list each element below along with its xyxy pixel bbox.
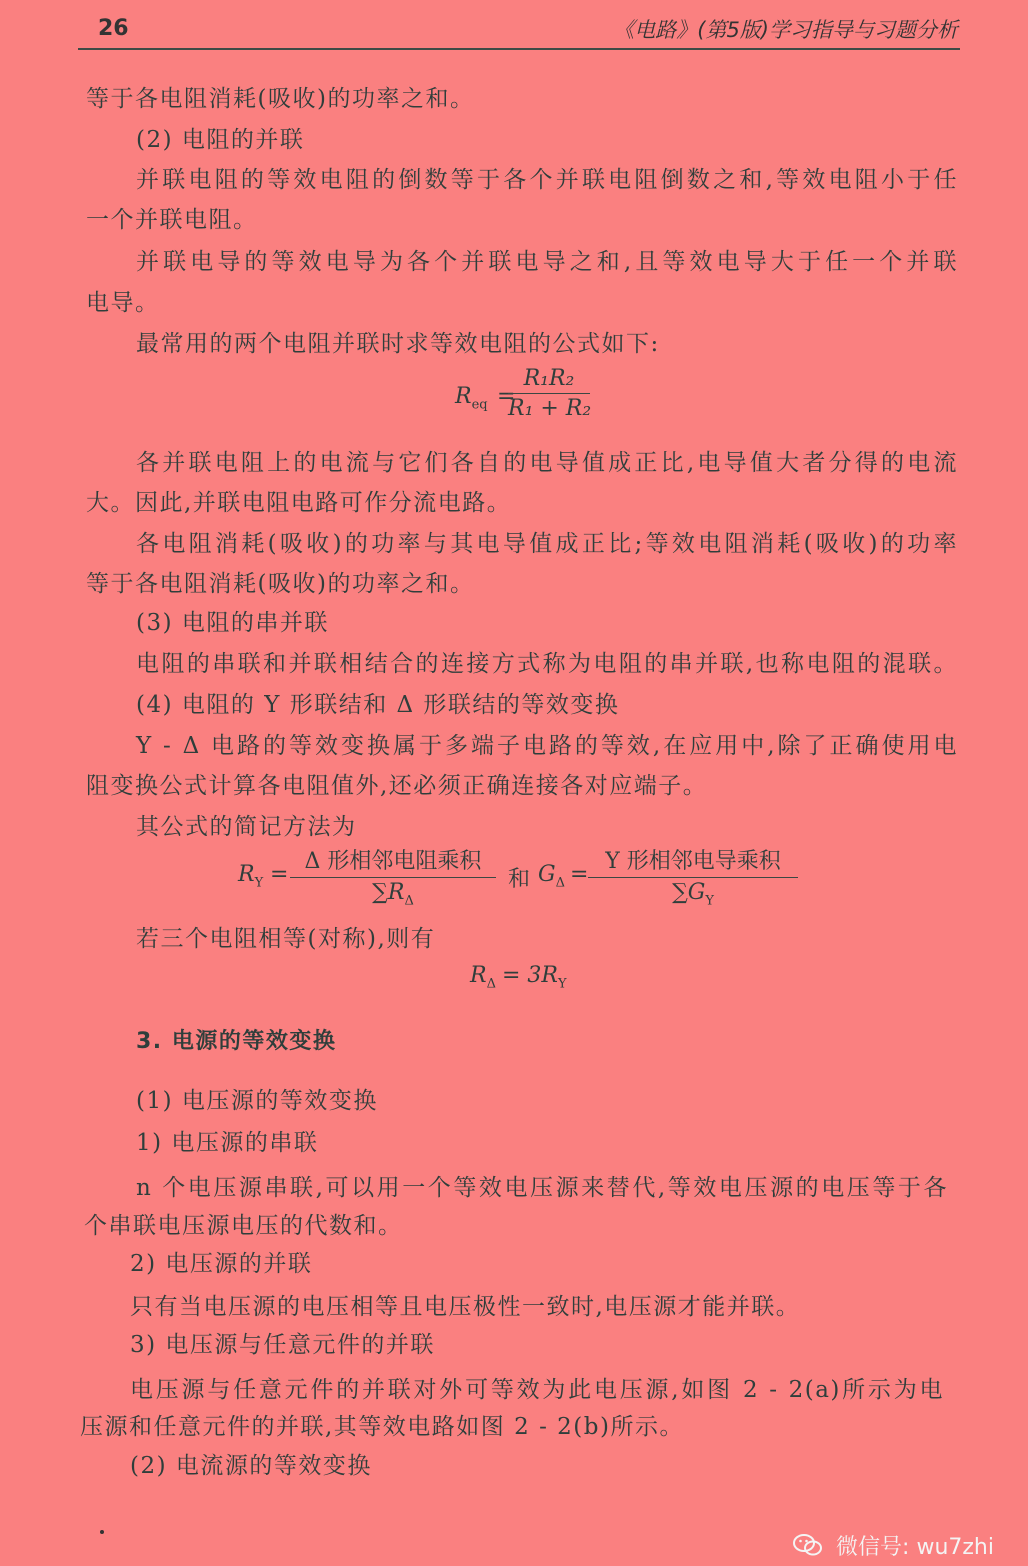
text-line: 大。因此,并联电阻电路可作分流电路。 bbox=[86, 490, 512, 516]
subsection-heading: (4) 电阻的 Y 形联结和 Δ 形联结的等效变换 bbox=[136, 692, 620, 718]
text-line: 电导。 bbox=[86, 290, 160, 316]
subsection-heading: (2) 电流源的等效变换 bbox=[130, 1453, 372, 1479]
text-line: 压源和任意元件的并联,其等效电路如图 2 - 2(b)所示。 bbox=[80, 1414, 684, 1440]
subsection-heading: (2) 电阻的并联 bbox=[136, 127, 305, 153]
formula-lhs: $R_\Delta$ bbox=[470, 963, 496, 992]
wechat-icon bbox=[793, 1533, 823, 1563]
subsection-heading: 2) 电压源的并联 bbox=[130, 1251, 313, 1277]
denominator: $\sum R_\Delta$ bbox=[372, 880, 414, 909]
text-line: 并联电导的等效电导为各个并联电导之和,且等效电导大于任一个并联 bbox=[136, 249, 958, 275]
scan-speck bbox=[100, 1530, 104, 1534]
text-line: 最常用的两个电阻并联时求等效电阻的公式如下: bbox=[136, 331, 660, 357]
equals-sign: = bbox=[497, 384, 516, 409]
subsection-heading: 1) 电压源的串联 bbox=[136, 1130, 319, 1156]
numerator: Δ 形相邻电阻乘积 bbox=[290, 844, 496, 878]
text-line: 各电阻消耗(吸收)的功率与其电导值成正比;等效电阻消耗(吸收)的功率 bbox=[136, 531, 958, 557]
subsection-heading: (1) 电压源的等效变换 bbox=[136, 1088, 378, 1114]
numerator: R₁R₂ bbox=[508, 366, 590, 394]
text-line: 阻变换公式计算各电阻值外,还必须正确连接各对应端子。 bbox=[86, 773, 708, 799]
page-number: 26 bbox=[98, 16, 129, 41]
text-line: 等于各电阻消耗(吸收)的功率之和。 bbox=[86, 86, 475, 112]
denominator: R₁ + R₂ bbox=[508, 396, 592, 421]
watermark-text: 微信号: wu7zhi bbox=[836, 1535, 994, 1560]
text-line: 一个并联电阻。 bbox=[86, 207, 258, 233]
section-heading: 3. 电源的等效变换 bbox=[136, 1029, 337, 1054]
page-header bbox=[78, 8, 960, 50]
subsection-heading: (3) 电阻的串并联 bbox=[136, 610, 329, 636]
formula-rhs: = $3R_Y$ bbox=[502, 963, 567, 992]
conjunction: 和 bbox=[508, 867, 531, 892]
equals-sign: = bbox=[270, 862, 289, 887]
text-line: 等于各电阻消耗(吸收)的功率之和。 bbox=[86, 571, 475, 597]
text-line: Y - Δ 电路的等效变换属于多端子电路的等效,在应用中,除了正确使用电 bbox=[136, 733, 958, 759]
text-line: 只有当电压源的电压相等且电压极性一致时,电压源才能并联。 bbox=[130, 1294, 801, 1320]
fraction bbox=[588, 844, 798, 908]
denominator: $\sum G_Y$ bbox=[672, 880, 714, 909]
text-line: 各并联电阻上的电流与它们各自的电导值成正比,电导值大者分得的电流 bbox=[136, 450, 958, 476]
running-title: 《电路》(第5版)学习指导与习题分析 bbox=[613, 18, 958, 42]
formula-lhs: $R_Y$ bbox=[238, 862, 264, 891]
fraction bbox=[290, 844, 496, 908]
subsection-heading: 3) 电压源与任意元件的并联 bbox=[130, 1332, 435, 1358]
text-line: 若三个电阻相等(对称),则有 bbox=[136, 926, 436, 952]
numerator: Y 形相邻电导乘积 bbox=[588, 844, 798, 878]
text-line: 电阻的串联和并联相结合的连接方式称为电阻的串并联,也称电阻的混联。 bbox=[136, 651, 958, 677]
formula-lhs: $R_{eq}$ bbox=[455, 384, 488, 413]
text-line: 其公式的简记方法为 bbox=[136, 814, 357, 840]
text-line: n 个电压源串联,可以用一个等效电压源来替代,等效电压源的电压等于各 bbox=[136, 1175, 948, 1201]
formula-lhs: $G_\Delta$ bbox=[538, 862, 565, 891]
wechat-watermark bbox=[793, 1530, 994, 1563]
text-line: 电压源与任意元件的并联对外可等效为此电压源,如图 2 - 2(a)所示为电 bbox=[130, 1377, 944, 1403]
text-line: 个串联电压源电压的代数和。 bbox=[84, 1213, 403, 1239]
text-line: 并联电阻的等效电阻的倒数等于各个并联电阻倒数之和,等效电阻小于任 bbox=[136, 167, 958, 193]
fraction bbox=[508, 366, 590, 421]
equals-sign: = bbox=[570, 862, 589, 887]
